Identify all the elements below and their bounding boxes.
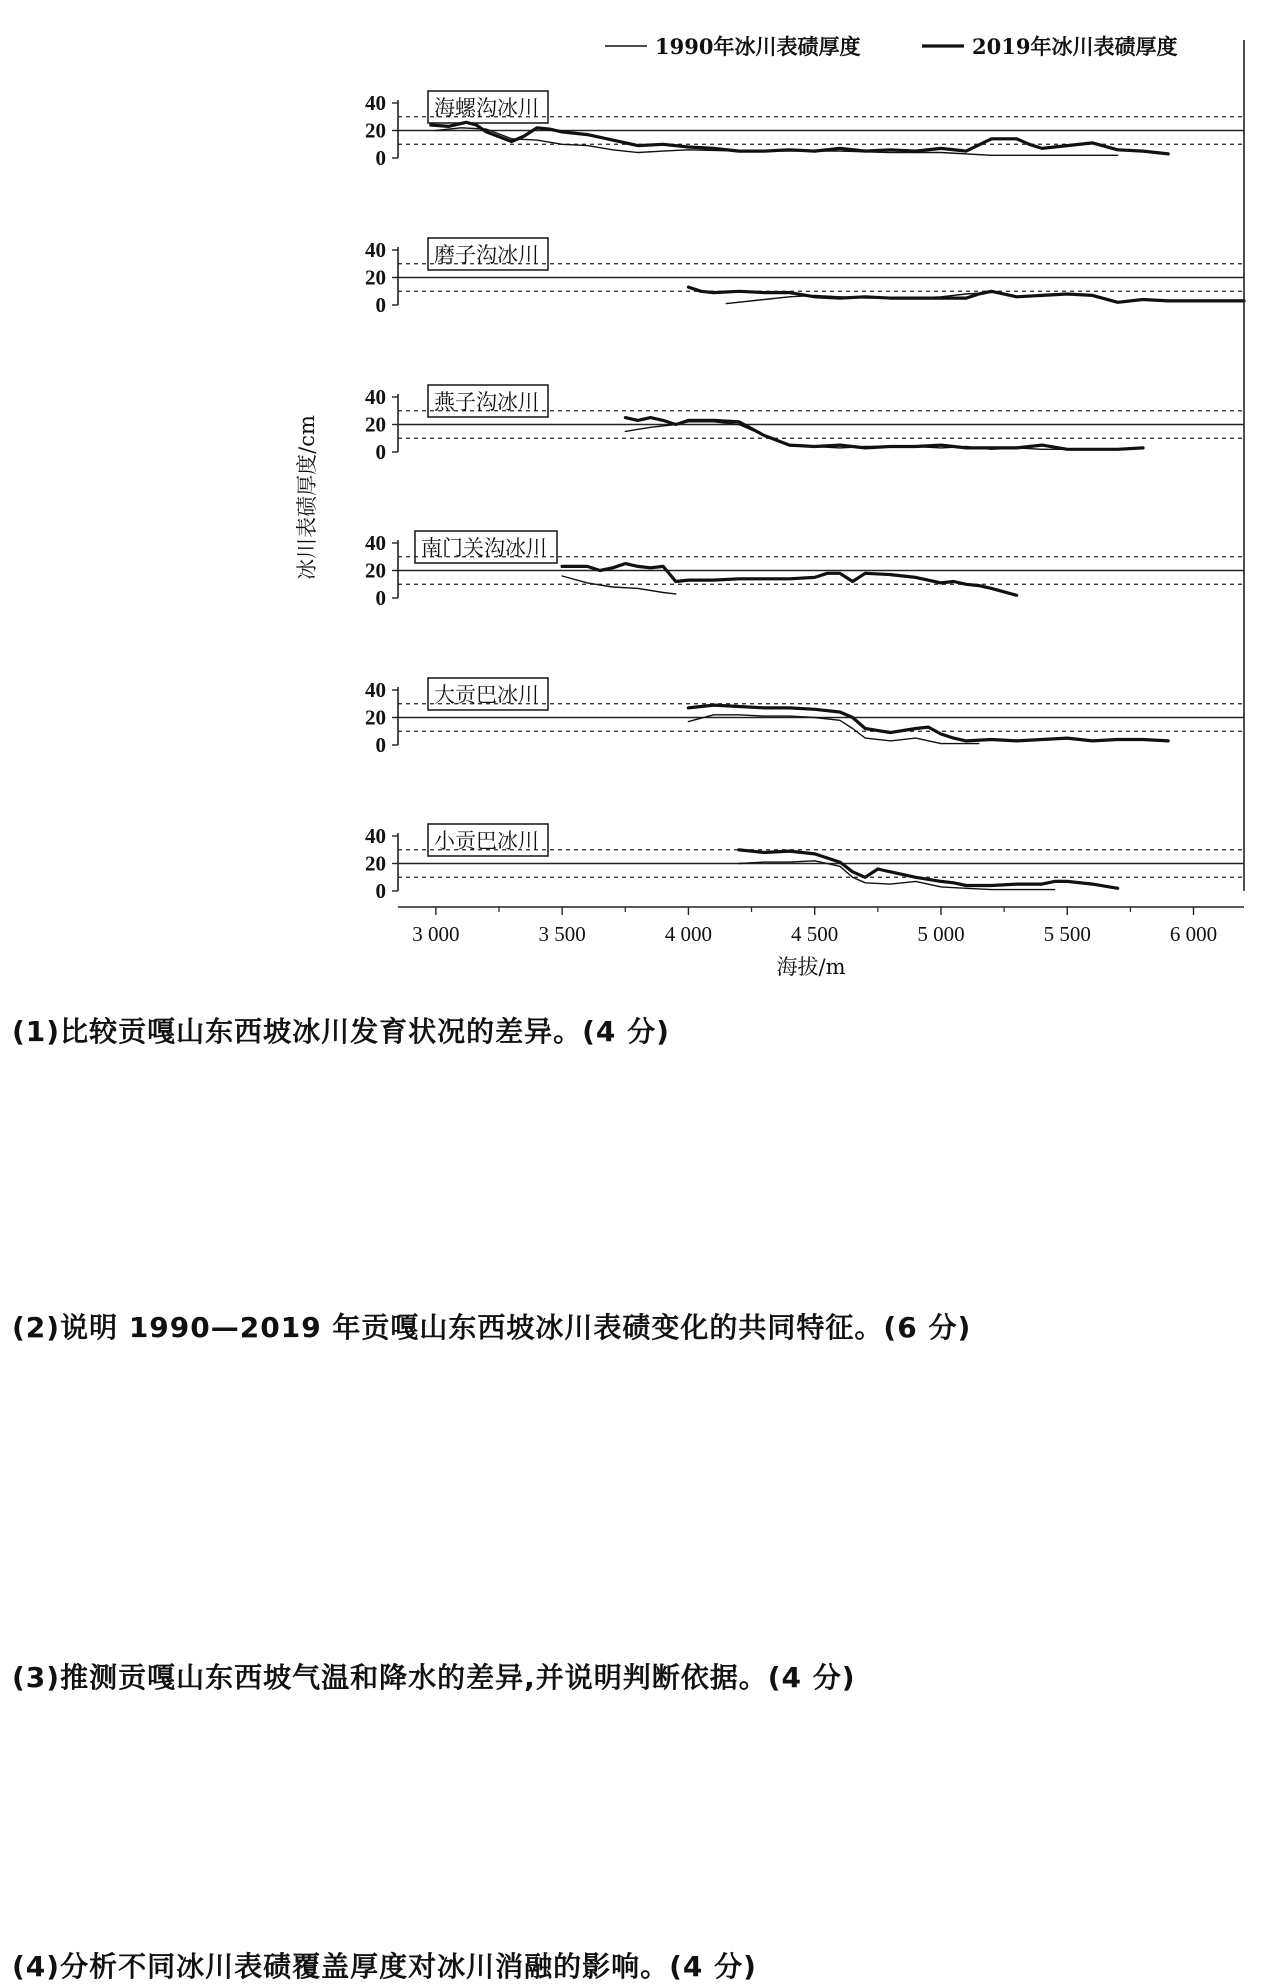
- y-tick-label: 20: [365, 851, 386, 876]
- series-1990-line: [562, 576, 676, 594]
- y-tick-label: 40: [365, 238, 386, 262]
- series-2019-line: [739, 850, 1118, 889]
- legend-1990-label: 1990年冰川表碛厚度: [655, 34, 861, 59]
- question-4: (4)分析不同冰川表碛覆盖厚度对冰川消融的影响。(4 分): [12, 1950, 757, 1983]
- y-tick-label: 40: [365, 824, 386, 848]
- panel-label: 磨子沟冰川: [434, 243, 539, 267]
- y-tick-label: 20: [365, 412, 386, 437]
- y-tick-label: 40: [365, 91, 386, 115]
- x-tick-label: 6 000: [1169, 922, 1218, 946]
- y-tick-label: 40: [365, 385, 386, 409]
- x-tick-label: 3 000: [412, 922, 460, 946]
- x-tick-label: 3 500: [538, 922, 586, 946]
- x-tick-label: 5 000: [917, 922, 965, 946]
- y-tick-label: 0: [375, 293, 386, 317]
- series-2019-line: [562, 564, 1017, 596]
- panel-label: 大贡巴冰川: [434, 683, 539, 707]
- legend-2019-label: 2019年冰川表碛厚度: [972, 34, 1178, 59]
- y-tick-label: 0: [375, 733, 386, 757]
- x-axis-title: 海拔/m: [776, 955, 846, 979]
- y-tick-label: 20: [365, 705, 386, 730]
- question-2: (2)说明 1990—2019 年贡嘎山东西坡冰川表碛变化的共同特征。(6 分): [12, 1311, 972, 1344]
- y-tick-label: 40: [365, 678, 386, 702]
- y-tick-label: 0: [375, 586, 386, 610]
- x-tick-label: 4 500: [791, 922, 839, 946]
- y-axis-title: 冰川表碛厚度/cm: [295, 415, 319, 580]
- panel-label: 南门关沟冰川: [421, 536, 547, 560]
- series-2019-line: [431, 122, 1168, 154]
- x-tick-label: 4 000: [664, 922, 713, 946]
- y-tick-label: 20: [365, 118, 386, 143]
- question-1: (1)比较贡嘎山东西坡冰川发育状况的差异。(4 分): [12, 1015, 670, 1048]
- panel-label: 海螺沟冰川: [434, 96, 539, 120]
- y-tick-label: 20: [365, 265, 386, 290]
- x-tick-label: 5 500: [1043, 922, 1091, 946]
- y-tick-label: 40: [365, 531, 386, 555]
- y-tick-label: 20: [365, 558, 386, 583]
- question-3: (3)推测贡嘎山东西坡气温和降水的差异,并说明判断依据。(4 分): [12, 1661, 856, 1694]
- y-tick-label: 0: [375, 440, 386, 464]
- y-tick-label: 0: [375, 879, 386, 903]
- y-tick-label: 0: [375, 146, 386, 170]
- panel-label: 燕子沟冰川: [434, 390, 539, 414]
- panel-label: 小贡巴冰川: [434, 829, 539, 853]
- series-2019-line: [688, 705, 1168, 741]
